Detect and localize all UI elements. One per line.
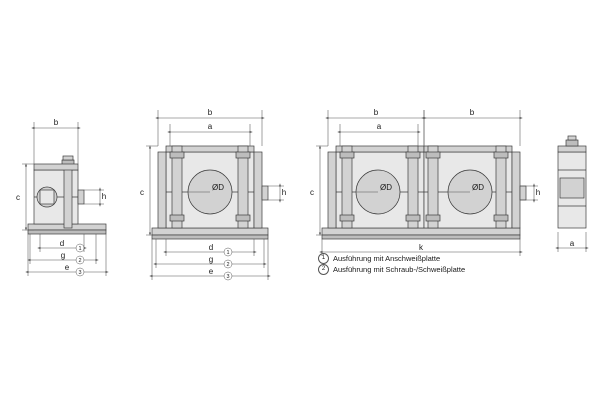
- callout-2-view1: 2: [78, 258, 82, 264]
- legend-marker-1: 1: [318, 253, 329, 264]
- view-front-double-geometry: [322, 146, 526, 239]
- legend: [318, 253, 465, 275]
- dim-k-view3: k: [419, 243, 423, 252]
- dim-b-view3-left: b: [373, 108, 379, 117]
- dim-e-view1: e: [64, 263, 70, 272]
- callout-2-view2: 2: [226, 262, 230, 268]
- legend-item-1: [318, 253, 465, 264]
- legend-marker-2: 2: [318, 264, 329, 275]
- dim-b-view1: b: [53, 118, 59, 127]
- dim-diameter-view3-right: ØD: [472, 183, 484, 192]
- view-side-geometry: [28, 156, 106, 234]
- dim-g-view1: g: [60, 251, 66, 260]
- dim-c-view2: c: [140, 188, 144, 197]
- dim-d-view1: d: [59, 239, 65, 248]
- legend-text-2: Ausführung mit Schraub-/Schweißplatte: [333, 265, 466, 274]
- view-end-geometry: [558, 136, 586, 228]
- dim-c-view1: c: [16, 193, 20, 202]
- dim-d-view2: d: [208, 243, 214, 252]
- dim-h-view1: h: [101, 192, 107, 201]
- dim-e-view2: e: [208, 267, 214, 276]
- callout-3-view2: 3: [226, 274, 230, 280]
- dim-h-view3: h: [535, 188, 541, 197]
- view-front-single-geometry: [152, 146, 268, 239]
- dim-b-view2: b: [207, 108, 213, 117]
- dim-diameter-view3-left: ØD: [380, 183, 392, 192]
- dim-a-view2: a: [207, 122, 213, 131]
- legend-text-1: Ausführung mit Anschweißplatte: [333, 254, 441, 263]
- dim-diameter-view2: ØD: [212, 183, 224, 192]
- dim-g-view2: g: [208, 255, 214, 264]
- legend-item-2: [318, 264, 465, 275]
- dim-b-view3-right: b: [469, 108, 475, 117]
- callout-1-view2: 1: [226, 250, 230, 256]
- dim-a-view4: a: [569, 239, 575, 248]
- callout-1-view1: 1: [78, 246, 82, 252]
- callout-3-view1: 3: [78, 270, 82, 276]
- dim-a-view3: a: [376, 122, 382, 131]
- dim-h-view2: h: [281, 188, 287, 197]
- dim-c-view3: c: [310, 188, 314, 197]
